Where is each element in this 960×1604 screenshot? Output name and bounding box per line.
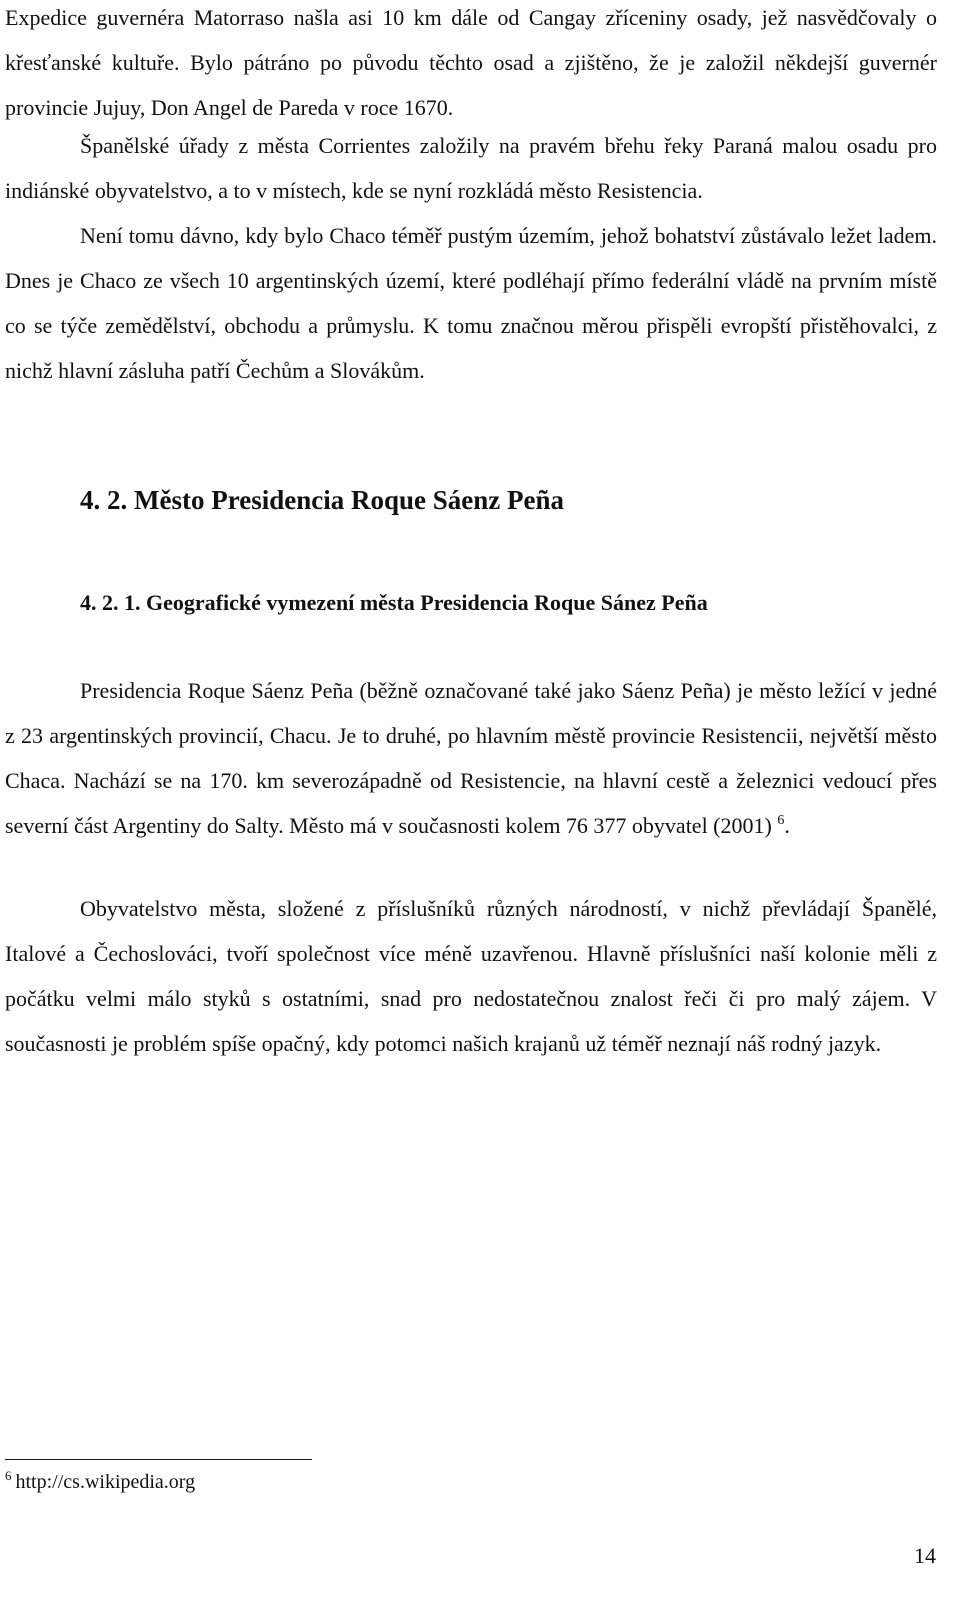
paragraph-expedition: Expedice guvernéra Matorraso našla asi 10 km dále od Cangay zříceniny osady, jež nasvědčovaly o křesťanské kultuře. Bylo pátráno po původu těchto osad a zjištěno, že je založil někdejší guvernér provincie Jujuy, Don Angel de Pareda v roce 1670. [5, 5, 937, 120]
footnote-number: 6 [5, 1468, 12, 1483]
paragraph-city-geography [5, 668, 937, 848]
subsection-heading: 4. 2. 1. Geografické vymezení města Presidencia Roque Sánez Peña [80, 590, 708, 615]
paragraph-city-geography-end: . [784, 813, 790, 838]
paragraph-city-geography-text: Presidencia Roque Sáenz Peña (běžně označované také jako Sáenz Peña) je město ležící v jedné z 23 argentinských provincií, Chacu. Je to druhé, po hlavním městě provincie Resistencii, největší město Chaca. Nachází se na 170. km severozápadně od Resistencie, na hlavní cestě a železnici vedoucí přes severní část Argentiny do Salty. Město má v současnosti kolem 76 377 obyvatel (2001) [5, 678, 937, 838]
paragraph-spanish-authorities: Španělské úřady z města Corrientes založily na pravém břehu řeky Paraná malou osadu pro indiánské obyvatelstvo, a to v místech, kde se nyní rozkládá město Resistencia. [5, 133, 937, 203]
paragraph-city-population: Obyvatelstvo města, složené z příslušníků různých národností, v nichž převládají Španělé, Italové a Čechoslováci, tvoří společnost více méně uzavřenou. Hlavně příslušníci naší kolonie měli z počátku velmi málo styků s ostatními, snad pro nedostatečnou znalost řeči či pro malý zájem. V současnosti je problém spíše opačný, kdy potomci našich krajanů už téměř neznají náš rodný jazyk. [5, 896, 937, 1056]
section-heading: 4. 2. Město Presidencia Roque Sáenz Peña [80, 485, 564, 515]
footnote [5, 1468, 196, 1494]
page-number: 14 [914, 1543, 936, 1568]
footnote-divider [5, 1459, 312, 1460]
paragraph-chaco-history: Není tomu dávno, kdy bylo Chaco téměř pustým územím, jehož bohatství zůstávalo ležet ladem. Dnes je Chaco ze všech 10 argentinských území, které podléhají přímo federální vládě na prvním místě co se týče zemědělství, obchodu a průmyslu. K tomu značnou měrou přispěli evropští přistěhovalci, z nichž hlavní zásluha patří Čechům a Slovákům. [5, 223, 937, 383]
footnote-reference[interactable]: 6 [777, 813, 785, 828]
footnote-link[interactable]: http://cs.wikipedia.org [15, 1471, 196, 1493]
